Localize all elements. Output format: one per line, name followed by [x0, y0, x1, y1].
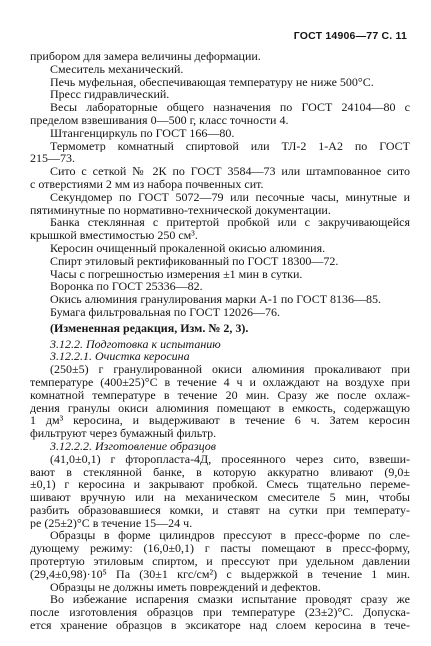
text-line: Керосин очищенный прокаленной окисью алюминия. — [50, 241, 326, 255]
text-line: дующему режиму: (16,0±0,1) г пасты помещают в пресс-форму, — [30, 542, 410, 556]
text-line: прибором для замера величины деформации. — [30, 50, 261, 63]
text-line: Секундомер по ГОСТ 5072—79 или песочные часы, минутные и — [50, 190, 410, 204]
text-line: Образцы в форме цилиндров прессуют в пресс-форме по сле- — [50, 529, 410, 543]
document-body — [30, 50, 410, 632]
text-line: вают в стеклянной банке, в которую аккуратно вливают (9,0± — [30, 465, 410, 479]
text-line: 215—73. — [30, 152, 75, 166]
text-line: шивают вручную или на механическом смесителе 5 мин, чтобы — [30, 491, 410, 504]
text-line: Часы с погрешностью измерения ±1 мин в сутки. — [50, 267, 303, 281]
text-line: температуре (400±25)°С в течение 4 ч и охлаждают на воздухе при — [30, 375, 410, 389]
amendment-note: (Измененная редакция, Изм. № 2, 3). — [50, 321, 249, 335]
text-line: Смеситель механический. — [50, 62, 184, 76]
text-line: фильтруют через бумажный фильтр. — [30, 427, 217, 440]
text-line: ±0,1) г керосина и закрывают пробкой. Смесь тщательно переме- — [30, 478, 410, 492]
text-line: ется хранение образцов в эксикаторе над слоем керосина в тече- — [30, 619, 410, 632]
text-line: Воронка по ГОСТ 25336—82. — [50, 280, 203, 294]
text-line: Образцы не должны иметь повреждений и дефектов. — [50, 580, 321, 594]
page-header: ГОСТ 14906—77 С. 11 — [293, 30, 407, 42]
text-line: Печь муфельная, обеспечивающая температуру не ниже 500°С. — [50, 75, 374, 89]
text-line: Спирт этиловый ректификованный по ГОСТ 18300—72. — [50, 254, 339, 268]
subsection-heading: 3.12.2.2. Изготовление образцов — [50, 439, 216, 453]
text-line: после изготовления образцов при температуре (23±2)°С. Допуска- — [30, 606, 410, 620]
text-line: Во избежание испарения смазки испытание проводят сразу же — [50, 593, 410, 607]
subsection-heading: 3.12.2.1. Очистка керосина — [50, 350, 190, 364]
text-line: Термометр комнатный спиртовой или ТЛ-2 1-А2 по ГОСТ — [50, 139, 410, 153]
text-line: Окись алюминия гранулирования марки А-1 по ГОСТ 8136—85. — [50, 293, 382, 306]
text-line: Пресс гидравлический. — [50, 88, 170, 102]
text-line: пятиминутные по нормативно-технической документации. — [30, 203, 331, 217]
text-line: (250±5) г гранулированной окиси алюминия прокаливают при — [50, 363, 410, 376]
text-line: разбить образовавшиеся комки, и ставят на сутки при температу- — [30, 503, 410, 517]
text-line: Банка стеклянная с притертой пробкой или с закручивающейся — [50, 216, 410, 230]
text-line: пределом взвешивания 0—500 г, класс точности 4. — [30, 113, 289, 127]
text-line: Сито с сеткой № 2К по ГОСТ 3584—73 или штампованное сито — [50, 165, 410, 178]
text-line: крышкой вместимостью 250 см³. — [30, 229, 198, 242]
text-line: дения гранулы окиси алюминия помещают в емкость, содержащую — [30, 401, 410, 415]
text-line: Бумага фильтровальная по ГОСТ 12026—76. — [50, 305, 280, 319]
text-line: Штангенциркуль по ГОСТ 166—80. — [50, 126, 235, 140]
text-line: Весы лабораторные общего назначения по ГОСТ 24104—80 с — [50, 101, 410, 114]
text-line: 1 дм³ керосина, и выдерживают в течение 6 ч. Затем керосин — [30, 414, 410, 428]
text-line: протертую этиловым спиртом, и прессуют при удельном давлении — [30, 555, 410, 568]
text-line: комнатной температуре в течение 20 мин. Сразу же после охлаж- — [30, 388, 410, 402]
section-heading: 3.12.2. Подготовка к испытанию — [50, 337, 221, 351]
text-line: (41,0±0,1) г фторопласта-4Д, просеянного через сито, взвеши- — [50, 452, 410, 466]
text-line: (29,4±0,98)·10⁵ Па (30±1 кгс/см²) с выдержкой в течение 1 мин. — [30, 567, 410, 581]
text-line: ре (25±2)°С в течение 15—24 ч. — [30, 516, 193, 530]
text-line: с отверстиями 2 мм из набора почвенных сит. — [30, 177, 264, 191]
